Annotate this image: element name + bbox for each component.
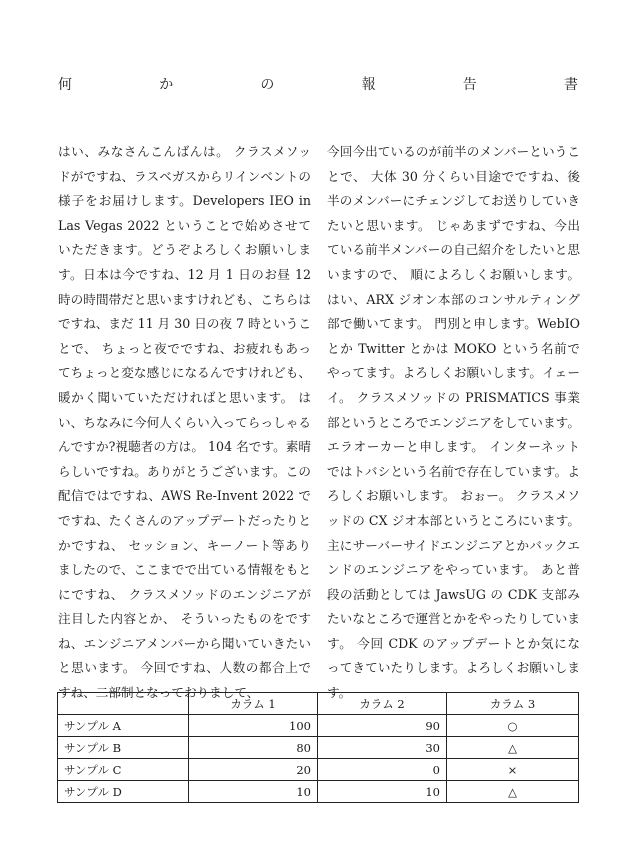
- table-header-row: [58, 693, 579, 715]
- row-col3: ○: [447, 715, 579, 737]
- row-name: サンプル D: [58, 781, 189, 803]
- row-col3: △: [447, 781, 579, 803]
- row-col1: 20: [189, 759, 318, 781]
- body-column-left: [58, 140, 311, 706]
- body-paragraph-right: 今回今出ているのが前半のメンバーということで、 大体 30 分くらい目途でですね、後半のメンバーにチェンジしてお送りしていきたいと思います。 じゃあまずですね、今出ている前半メンバーの自己紹介をしたいと思いますので、 順によろしくお願いします。 はい、ARX ジオン本部のコンサルティング部で働いてます。 門別と申します。WebIO とか Twitter とかは MOKO という名前でやってます。よろしくお願いします。イェーイ。 クラスメソッドの PRISMATICS 事業部というところでエンジニアをしています。 エラオーカーと申します。 インターネットではトバシという名前で存在しています。よろしくお願いします。 おぉー。 クラスメソッドの CX ジオ本部というところにいます。 主にサーバーサイドエンジニアとかバックエンドのエンジニアをやっています。 あと普段の活動としては JawsUG の CDK 支部みたいなところで運営とかをやったりしています。 今回 CDK のアップデートとか気になってきていたりします。よろしくお願いします。: [327, 144, 580, 701]
- body-columns: [58, 140, 580, 706]
- sample-table: [57, 692, 579, 803]
- title-char: 書: [563, 77, 578, 93]
- row-col1: 100: [189, 715, 318, 737]
- title-char: 告: [462, 77, 477, 93]
- title-char: の: [260, 77, 275, 93]
- row-col2: 30: [318, 737, 447, 759]
- header-column-2: カラム 2: [318, 693, 447, 715]
- table-row: [58, 737, 579, 759]
- row-col3: ×: [447, 759, 579, 781]
- row-col2: 90: [318, 715, 447, 737]
- body-column-right: [327, 140, 580, 706]
- table-row: [58, 759, 579, 781]
- title-char: 報: [361, 77, 376, 93]
- table-row: [58, 781, 579, 803]
- title-char: 何: [58, 77, 72, 93]
- row-col2: 0: [318, 759, 447, 781]
- title-char: か: [159, 77, 174, 93]
- document-title: [58, 74, 578, 94]
- header-blank: [58, 693, 189, 715]
- row-col3: △: [447, 737, 579, 759]
- table-row: [58, 715, 579, 737]
- header-column-1: カラム 1: [189, 693, 318, 715]
- row-col1: 80: [189, 737, 318, 759]
- row-name: サンプル C: [58, 759, 189, 781]
- row-name: サンプル B: [58, 737, 189, 759]
- row-col1: 10: [189, 781, 318, 803]
- body-paragraph-left: はい、みなさんこんばんは。 クラスメソッドがですね、ラスベガスからリインベントの様子をお届けします。Developers IEO in Las Vegas 2022 ということで始めさせていただきます。どうぞよろしくお願いします。日本は今ですね、12 月 1 日のお昼 12 時の時間帯だと思いますけれども、こちらはですね、まだ 11 月 30 日の夜 7 時ということで、 ちょっと夜でですね、お疲れもあってちょっと変な感じになるんですけれども、暖かく聞いていただければと思います。 はい、ちなみに今何人くらい入ってらっしゃるんですか?視聴者の方は。 104 名です。素晴らしいですね。ありがとうございます。この配信ではですね、AWS Re-Invent 2022 でですね、たくさんのアップデートだったりとかですね、 セッション、キーノート等ありましたので、ここまでで出ている情報をもとにですね、 クラスメソッドのエンジニアが注目した内容とか、 そういったものをですね、エンジニアメンバーから聞いていきたいと思います。 今回ですね、人数の都合上ですね、二部制となっておりまして、: [58, 144, 311, 701]
- row-col2: 10: [318, 781, 447, 803]
- row-name: サンプル A: [58, 715, 189, 737]
- header-column-3: カラム 3: [447, 693, 579, 715]
